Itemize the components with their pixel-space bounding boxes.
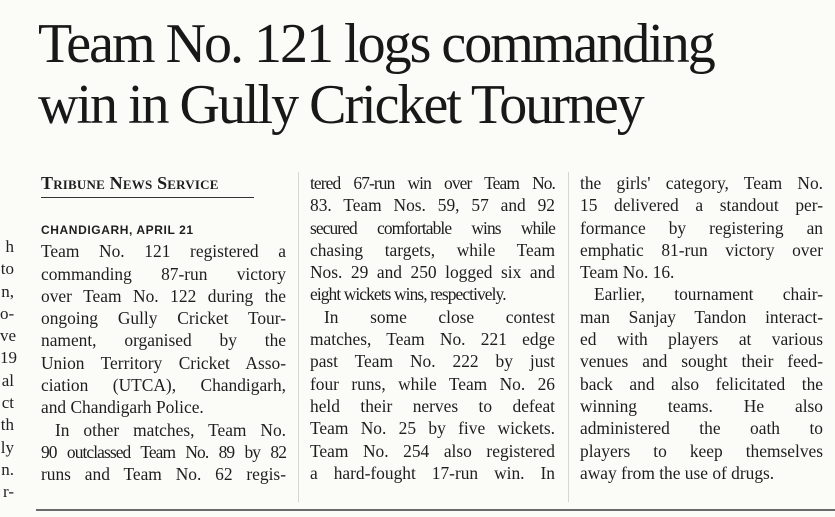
text-line: 90 outclassed Team No. 89 by 82 (41, 441, 286, 462)
dateline: CHANDIGARH, APRIL 21 (41, 223, 194, 238)
fragment-line: 19 (0, 348, 17, 368)
fragment-line: ve (0, 326, 17, 346)
text-line: ciation (UTCA), Chandigarh, (41, 375, 286, 396)
fragment-line: th (0, 415, 14, 435)
byline-credit: Tribune News Service (41, 172, 254, 198)
text-line: four runs, while Team No. 26 (310, 373, 555, 394)
fragment-line: o- (0, 303, 15, 323)
text-line: chasing targets, while Team (310, 239, 555, 260)
text-line: secured comfortable wins while (310, 217, 555, 238)
text-line: In other matches, Team No. (55, 419, 286, 440)
text-line: a hard-fought 17-run win. In (310, 462, 555, 483)
bottom-rule (36, 509, 835, 511)
column-divider (568, 172, 569, 502)
fragment-line: al (1, 370, 14, 390)
text-line: administered the oath to (580, 418, 823, 439)
text-line: over Team No. 122 during the (41, 285, 286, 306)
text-line: back and also felicitated the (580, 373, 823, 394)
text-line: Team No. 121 registered a (41, 241, 286, 262)
adjacent-article-fragment (0, 236, 17, 504)
text-line: In some close contest (324, 306, 555, 327)
text-line: man Sanjay Tandon interact- (580, 306, 823, 327)
text-line: 83. Team Nos. 59, 57 and 92 (310, 195, 555, 216)
fragment-line: ct (1, 393, 14, 413)
column-divider (298, 172, 299, 502)
text-line: winning teams. He also (580, 395, 823, 416)
text-line: eight wickets wins, respectively. (310, 284, 506, 305)
text-line: past Team No. 222 by just (310, 351, 555, 372)
text-line: emphatic 81-run victory over (580, 239, 823, 260)
text-line: away from the use of drugs. (580, 462, 775, 483)
text-line: Team No. 16. (580, 262, 675, 283)
column-3 (580, 172, 823, 484)
text-line: the girls' category, Team No. (580, 173, 823, 193)
text-line: Team No. 254 also registered (310, 440, 555, 461)
text-line: ongoing Gully Cricket Tour- (41, 308, 286, 329)
text-line: runs and Team No. 62 regis- (41, 464, 286, 485)
text-line: ed with players at various (580, 329, 823, 350)
text-line: and Chandigarh Police. (41, 397, 204, 418)
fragment-line: h (5, 237, 14, 256)
text-line: Team No. 25 by five wickets. (310, 418, 555, 439)
text-line: nament, organised by the (41, 330, 286, 351)
headline (38, 14, 828, 136)
column-1 (41, 172, 286, 486)
text-line: matches, Team No. 221 edge (310, 329, 555, 350)
text-line: players to keep themselves (580, 440, 823, 461)
column-2 (310, 172, 555, 484)
text-line: held their nerves to defeat (310, 395, 555, 416)
text-line: formance by registering an (580, 217, 823, 238)
text-line: Nos. 29 and 250 logged six and (310, 262, 555, 283)
text-line: venues and sought their feed- (580, 351, 823, 372)
headline-line-1: Team No. 121 logs commanding (38, 13, 714, 75)
fragment-line: ly (0, 437, 14, 457)
fragment-line: n, (1, 281, 14, 301)
text-line: tered 67-run win over Team No. (310, 173, 555, 193)
text-line: Earlier, tournament chair- (594, 284, 823, 305)
text-line: 15 delivered a standout per- (580, 195, 823, 216)
headline-line-2: win in Gully Cricket Tourney (38, 74, 643, 136)
text-line: Union Territory Cricket Asso- (41, 352, 286, 373)
fragment-line: n. (1, 459, 14, 479)
fragment-line: r- (3, 482, 14, 502)
fragment-line: to (0, 259, 14, 279)
text-line: commanding 87-run victory (41, 263, 286, 284)
